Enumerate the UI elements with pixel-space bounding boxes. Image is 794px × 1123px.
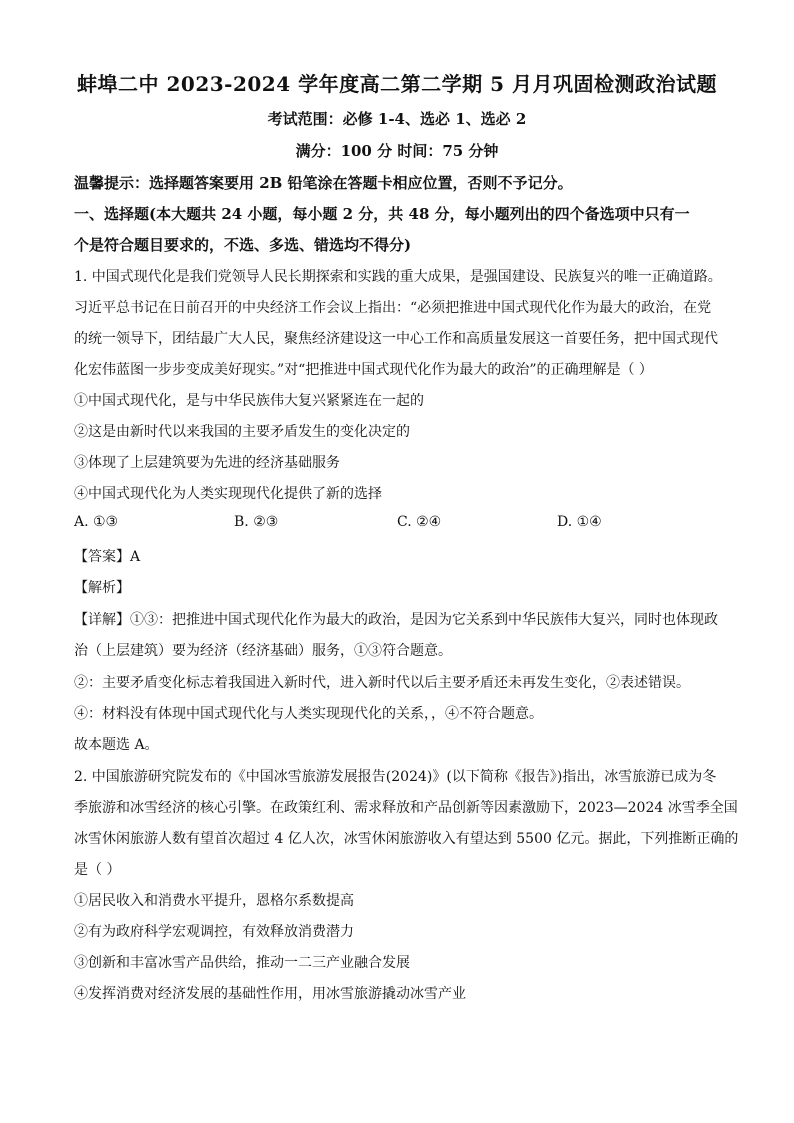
section-heading-line-1: 一、选择题(本大题共 24 小题，每小题 2 分，共 48 分，每小题列出的四个备选项中只有一 [74,205,690,223]
warm-tip: 温馨提示：选择题答案要用 2B 铅笔涂在答题卡相应位置，否则不予记分。 [74,174,573,192]
q1-detail-line-4: ④：材料没有体现中国式现代化与人类实现现代化的关系，，④不符合题意。 [74,706,543,722]
q2-item-1: ①居民收入和消费水平提升，恩格尔系数提高 [74,893,354,909]
q2-stem-line-4: 是（ ） [74,862,121,878]
section-heading-line-2: 个是符合题目要求的，不选、多选、错选均不得分) [74,236,412,254]
q2-stem-line-2: 季旅游和冰雪经济的核心引擎。在政策红利、需求释放和产品创新等因素激励下，2023—2024 冰雪季全国 [74,800,738,816]
q1-option-c: C. ②④ [397,514,442,530]
q2-item-2: ②有为政府科学宏观调控，有效释放消费潜力 [74,924,354,940]
q1-detail-line-2: 治（上层建筑）要为经济（经济基础）服务，①③符合题意。 [74,643,452,659]
q1-stem-line-1: 1. 中国式现代化是我们党领导人民长期探索和实践的重大成果，是强国建设、民族复兴的唯一正确道路。 [74,269,722,285]
q1-item-3: ③体现了上层建筑要为先进的经济基础服务 [74,455,340,471]
q1-answer: 【答案】A [74,549,141,565]
q1-analysis-label: 【解析】 [74,580,130,596]
q1-detail-line-5: 故本题选 A。 [74,737,159,753]
q1-item-2: ②这是由新时代以来我国的主要矛盾发生的变化决定的 [74,424,410,440]
q2-stem-line-3: 冰雪休闲旅游人数有望首次超过 4 亿人次，冰雪休闲旅游收入有望达到 5500 亿元。据此，下列推断正确的 [74,831,739,847]
page-title: 蚌埠二中 2023-2024 学年度高二第二学期 5 月月巩固检测政治试题 [77,72,717,96]
q1-item-4: ④中国式现代化为人类实现现代化提供了新的选择 [74,486,382,502]
q2-item-3: ③创新和丰富冰雪产品供给，推动一二三产业融合发展 [74,955,410,971]
q1-option-d: D. ①④ [557,514,602,530]
q2-item-4: ④发挥消费对经济发展的基础性作用，用冰雪旅游撬动冰雪产业 [74,986,466,1002]
q1-stem-line-3: 的统一领导下，团结最广大人民，聚焦经济建设这一中心工作和高质量发展这一首要任务，把中国式现代 [74,331,718,347]
q2-stem-line-1: 2. 中国旅游研究院发布的《中国冰雪旅游发展报告(2024)》(以下简称《报告》)指出，冰雪旅游已成为冬 [74,769,717,785]
exam-scope: 考试范围：必修 1-4、选必 1、选必 2 [267,110,527,128]
q1-option-a: A. ①③ [74,514,119,530]
q1-stem-line-4: 化宏伟蓝图一步步变成美好现实。”对“把推进中国式现代化作为最大的政治”的正确理解是（ ） [74,362,653,378]
q1-detail-line-3: ②：主要矛盾变化标志着我国进入新时代，进入新时代以后主要矛盾还未再发生变化，②表述错误。 [74,675,690,691]
q1-detail-line-1: 【详解】①③：把推进中国式现代化作为最大的政治，是因为它关系到中华民族伟大复兴，同时也体现政 [74,612,718,628]
score-and-time: 满分：100 分 时间：75 分钟 [295,142,499,160]
q1-item-1: ①中国式现代化，是与中华民族伟大复兴紧紧连在一起的 [74,393,424,409]
q1-option-b: B. ②③ [234,514,279,530]
q1-stem-line-2: 习近平总书记在日前召开的中央经济工作会议上指出：“必须把推进中国式现代化作为最大的政治，在党 [74,300,712,316]
